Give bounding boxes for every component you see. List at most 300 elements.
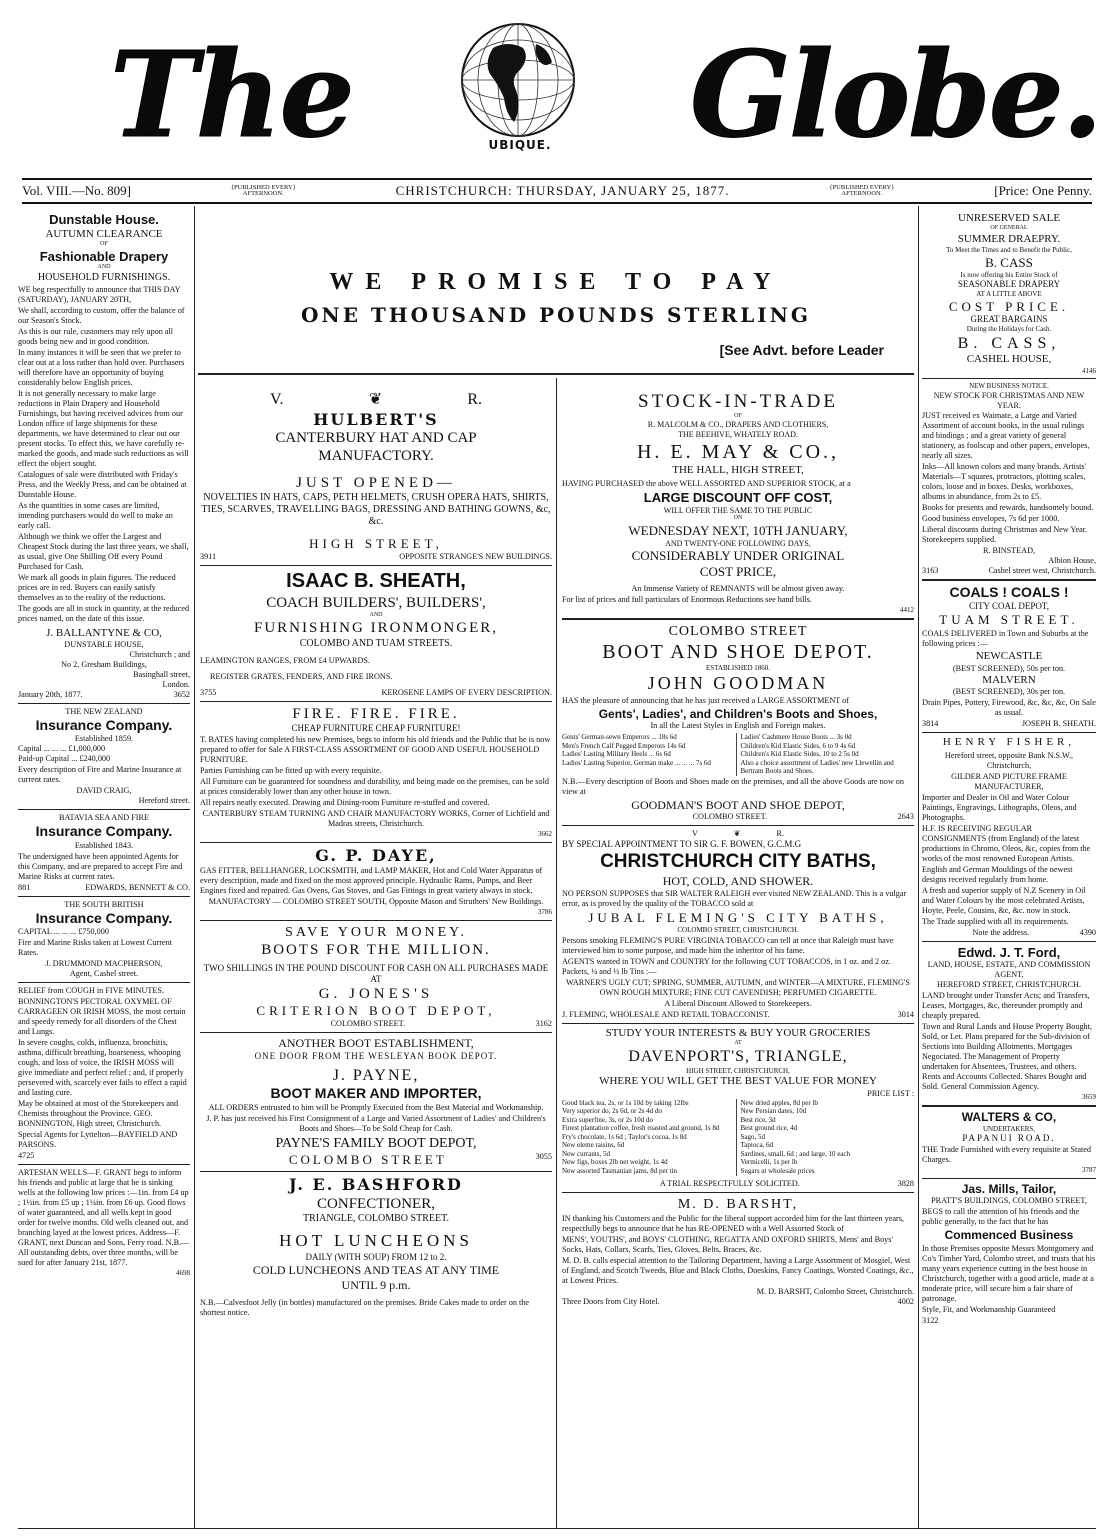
dunstable-p4: In many instances it will be seen that we prefer to clear out at a loss rather than hold over. Purchasers will therefore have an opportunity of buying considerably below English prices. bbox=[18, 347, 185, 387]
binstead-p5: Liberal discounts during Christmas and New Year. Storekeepers supplied. bbox=[922, 525, 1088, 545]
davenport-list-left bbox=[562, 1099, 737, 1176]
fire-p1: T. BATES having completed his new Premises, begs to inform his old friends and the Public that he is now prepared to offer for Sale A FIRST-CLASS ASSORTMENT OF GOOD AND USEFUL HOUSEHOLD FURNITURE. bbox=[200, 735, 551, 765]
sheath-sub: COACH BUILDERS', BUILDERS', bbox=[266, 594, 486, 611]
dunstable-p3: As this is our rule, customers may rely upon all goods being new and in good condition. bbox=[18, 326, 174, 346]
cass-h1: UNRESERVED SALE bbox=[957, 212, 1061, 224]
coals-newcastle: NEWCASTLE bbox=[975, 650, 1043, 663]
advert-number: 4002 bbox=[897, 1296, 914, 1306]
list-item: Vermicelli, 1s per lb bbox=[740, 1158, 798, 1167]
coals-malvern: MALVERN bbox=[982, 673, 1036, 686]
jones-advert bbox=[200, 924, 552, 1029]
stock-p4: An Immense Variety of REMNANTS will be almost given away. bbox=[631, 584, 845, 594]
stock-h4: COST PRICE, bbox=[699, 564, 777, 580]
batavia-text: The undersigned have been appointed Agents for this Company, and are prepared to accept Fire and Marine Risks at current rates. bbox=[18, 851, 183, 881]
advert-number: 3652 bbox=[173, 690, 190, 700]
ford-p2: HEREFORD STREET, CHRISTCHURCH. bbox=[936, 980, 1082, 990]
page-bottom-rule bbox=[18, 1528, 1096, 1529]
advert-number: 3014 bbox=[897, 1009, 914, 1019]
barsht-footer: Three Doors from City Hotel. bbox=[562, 1296, 660, 1306]
royal-crest-icon: ❦ bbox=[368, 391, 383, 408]
bashford-p4: N.B.—Calvesfoot Jelly (in bottles) manufactured on the premises. Bride Cakes made to order on the shortest notice. bbox=[200, 1298, 530, 1318]
south-british-advert bbox=[18, 900, 190, 979]
binstead-h2: NEW STOCK FOR CHRISTMAS AND NEW YEAR. bbox=[933, 390, 1085, 410]
coals-h1: COALS ! COALS ! bbox=[949, 584, 1069, 601]
davenport-name: DAVENPORT'S, TRIANGLE, bbox=[628, 1048, 848, 1066]
cough-p2: In severe coughs, colds, influenza, bronchitis, asthma, difficult breathing, hoarseness, whooping cough, and loss of voice, the IRISH MOSS will give immediate and perfect relief ; and, if properly persevered with, scarcely ever fails to effect a rapid and lasting cure. bbox=[18, 1037, 187, 1097]
list-item: Also a choice assortment of Ladies' new Llewellin and Bertram Boots and Shoes. bbox=[740, 758, 894, 776]
wells-text: ARTESIAN WELLS—F. GRANT begs to inform his friends and public at large that he is sinking wells at the following low prices :—1in. from £4 up ; 1½in. from £5 up ; 1¼in. from £6 up. Good flows of water guaranteed, and all wells kept in good order for twelve months. Old wells cleaned out, and branching layed at the lowest prices. Address—F. GRANT, next Duncan and Sons, Ferry road. N.B.—All outstanding debts, over three months, will be sued for after January 21st, 1877. bbox=[18, 1167, 190, 1267]
daye-title: G. P. DAYE, bbox=[315, 845, 437, 865]
jones-h1: SAVE YOUR MONEY. bbox=[285, 924, 467, 940]
daye-p1: GAS FITTER, BELLHANGER, LOCKSMITH, and LAMP MAKER, Hot and Cold Water Apparatus of every description, made and fixed on the most approved principle. Hydraulic Rams, Pumps, and Beer Engines fixed and repaired. Gas Ovens, Gas Stoves, and Gas Fittings in great variety always in stock. bbox=[200, 866, 543, 896]
stock-l2: THE BEEHIVE, WHATELY ROAD. bbox=[678, 430, 798, 440]
advert-number: 3659 bbox=[1082, 1093, 1096, 1102]
dunstable-date: January 20th, 1877. bbox=[18, 690, 83, 700]
bashford-p2: COLD LUNCHEONS AND TEAS AT ANY TIME bbox=[252, 1262, 500, 1277]
jones-name: G. JONES'S bbox=[318, 985, 434, 1002]
barsht-signature: M. D. BARSHT, Colombo Street, Christchurch. bbox=[756, 1286, 914, 1296]
advert-number: 3122 bbox=[922, 1315, 939, 1325]
baths-advert bbox=[562, 829, 914, 1019]
advert-number: 4390 bbox=[1079, 927, 1096, 937]
list-item: Best rice, 3d bbox=[740, 1115, 776, 1124]
list-item: Best ground rice, 4d bbox=[740, 1124, 798, 1133]
batavia-advert bbox=[18, 813, 190, 892]
daye-advert bbox=[200, 846, 552, 917]
baths-p4: WARNER'S UGLY CUT; SPRING, SUMMER, AUTUMN, and WINTER—A MIXTURE, FLEMING'S OWN ROUGH MIXTURE; FINE CUT CAVENDISH; PERFUMED CIGARETTE. bbox=[566, 977, 910, 997]
column-rule bbox=[556, 378, 557, 1528]
hulbert-sub2: MANUFACTORY. bbox=[318, 448, 434, 465]
walters-advert bbox=[922, 1110, 1096, 1175]
dunstable-address: Christchurch ; and bbox=[129, 650, 190, 660]
payne-title: BOOT MAKER AND IMPORTER, bbox=[270, 1085, 482, 1102]
davenport-trial: A TRIAL RESPECTFULLY SOLICITED. bbox=[659, 1178, 800, 1188]
advert-number: 3911 bbox=[200, 552, 217, 562]
list-item: New eleme raisins, 6d bbox=[562, 1141, 625, 1150]
mills-advert bbox=[922, 1182, 1096, 1326]
list-item: Children's Kid Elastic Sides, 10 to 2 5s 0d bbox=[740, 750, 859, 759]
hulbert-sub1: CANTERBURY HAT AND CAP bbox=[275, 430, 477, 447]
dunstable-p7: As the quantities in some cases are limited, intending purchasers would do well to make an early call. bbox=[18, 500, 173, 530]
stock-h2: WEDNESDAY NEXT, 10TH JANUARY, bbox=[628, 522, 848, 538]
column-rule bbox=[194, 206, 195, 1528]
hulbert-opened: JUST OPENED— bbox=[296, 474, 456, 491]
list-item: Tapioca, 6d bbox=[740, 1141, 774, 1150]
list-item: Fry's chocolate, 1s 6d ; Taylor's cocoa, 1s 8d bbox=[562, 1132, 687, 1141]
davenport-advert bbox=[562, 1027, 914, 1189]
daye-p2: MANUFACTORY — COLOMBO STREET SOUTH, Opposite Mason and Struthers' New Buildings. bbox=[208, 897, 544, 907]
list-item: Ladies' Lasting Military Heels ... 6s 6d bbox=[562, 750, 671, 759]
sheath-address: COLOMBO AND TUAM STREETS. bbox=[299, 637, 453, 649]
fire-p4: All repairs neatly executed. Drawing and Dining-room Furniture re-stuffed and covered. bbox=[200, 798, 490, 808]
sheath-line-2: REGISTER GRATES, FENDERS, AND FIRE IRONS. bbox=[210, 671, 393, 681]
davenport-list-right bbox=[741, 1099, 915, 1176]
dunstable-of: OF bbox=[100, 241, 108, 248]
advert-number: 3786 bbox=[538, 908, 552, 917]
batavia-agent: EDWARDS, BENNETT & CO. bbox=[85, 882, 190, 892]
barsht-p3: M. D. B. calls especial attention to the Tailoring Department, having a Large Assortment of Mosgiel, West of England, and Scotch Tweeds, Blue and Black Cloths, Doeskins, Fancy Coatings, Worsted Coatings, &c., at Lowest Prices. bbox=[562, 1255, 914, 1285]
column-4 bbox=[922, 212, 1096, 1530]
royal-v: V bbox=[692, 829, 698, 839]
ford-name: Edwd. J. T. Ford, bbox=[957, 944, 1061, 960]
list-item: Ladies' Lasting Superior, German make ... ... ... 7s 6d bbox=[562, 758, 711, 767]
fisher-name: HENRY FISHER, bbox=[942, 736, 1076, 749]
hulbert-street: HIGH STREET, bbox=[309, 536, 443, 552]
coals-p2: Drain Pipes, Pottery, Firewood, &c, &c, &c, On Sale as usual. bbox=[922, 698, 1096, 718]
binstead-advert bbox=[922, 382, 1096, 576]
dunstable-address: No 2, Gresham Buildings, bbox=[61, 660, 147, 670]
list-item: New assorted Tasmanian jams, 8d per tin bbox=[562, 1167, 678, 1175]
binstead-signature: R. BINSTEAD, bbox=[982, 546, 1036, 556]
payne-street: COLOMBO STREET bbox=[288, 1152, 447, 1168]
list-item: Good black tea, 2s, or 1s 10d by taking 12lbs bbox=[562, 1098, 689, 1107]
hulbert-title: HULBERT'S bbox=[313, 409, 439, 429]
baths-p5: A Liberal Discount Allowed to Storekeepers. bbox=[664, 998, 812, 1008]
ford-p1: LAND, HOUSE, ESTATE, AND COMMISSION AGENT, bbox=[927, 960, 1091, 980]
publication-note-right: {PUBLISHED EVERY} AFTERNOON. bbox=[829, 183, 895, 197]
nz-insurance-advert bbox=[18, 707, 190, 806]
cass-advert bbox=[922, 212, 1096, 375]
dunstable-signature: J. BALLANTYNE & CO, bbox=[46, 626, 162, 639]
walters-p1: UNDERTAKERS, bbox=[982, 1124, 1036, 1133]
hulbert-opposite: OPPOSITE STRANGE'S NEW BUILDINGS. bbox=[399, 552, 552, 562]
dunstable-heading: AUTUMN CLEARANCE bbox=[45, 227, 163, 240]
baths-p6: J. FLEMING, WHOLESALE AND RETAIL TOBACCONIST. bbox=[562, 1009, 770, 1019]
list-item: New currants, 5d bbox=[562, 1149, 611, 1158]
stock-of: OF bbox=[734, 413, 742, 420]
artesian-wells-advert bbox=[18, 1168, 190, 1278]
advert-number: 4698 bbox=[176, 1268, 190, 1277]
stock-address: THE HALL, HIGH STREET, bbox=[672, 464, 804, 477]
price: [Price: One Penny. bbox=[994, 183, 1092, 199]
goodman-p3: N.B.—Every description of Boots and Shoes made on the premises, and all the above Goods are now on view at bbox=[562, 776, 904, 796]
goodman-p1: HAS the pleasure of announcing that he has just received a LARGE ASSORTMENT of bbox=[562, 695, 850, 705]
goodman-h2: BOOT AND SHOE DEPOT. bbox=[602, 640, 874, 663]
nz-address: Hereford street. bbox=[138, 796, 190, 806]
stock-p2: WILL OFFER THE SAME TO THE PUBLIC bbox=[663, 505, 813, 515]
baths-appointment: BY SPECIAL APPOINTMENT TO SIR G. F. BOWEN, G.C.M.G bbox=[562, 839, 802, 850]
dunstable-p1: WE beg respectfully to announce that THIS DAY (SATURDAY), JANUARY 20TH, bbox=[18, 284, 181, 304]
baths-address: COLOMBO STREET, CHRISTCHURCH. bbox=[677, 926, 799, 935]
nz-title: Insurance Company. bbox=[35, 717, 173, 734]
binstead-h: NEW BUSINESS NOTICE. bbox=[969, 382, 1049, 391]
goodman-name: JOHN GOODMAN bbox=[647, 672, 829, 693]
nz-text: Every description of Fire and Marine Insurance at current rates. bbox=[18, 765, 182, 785]
masthead-title-left: The bbox=[110, 25, 353, 164]
dateline bbox=[22, 178, 1092, 204]
cass-p2: Is now offering his Entire Stock of bbox=[960, 270, 1058, 279]
coals-h2: CITY COAL DEPOT, bbox=[969, 601, 1049, 612]
baths-title: CHRISTCHURCH CITY BATHS, bbox=[600, 851, 876, 873]
sb-title: Insurance Company. bbox=[35, 909, 173, 926]
list-item: Gents' German-sewn Emperors ... 18s 6d bbox=[562, 733, 677, 742]
list-item: Children's Kid Elastic Sides, 6 to 9 4s 6d bbox=[740, 741, 856, 750]
mills-p3: In those Premises opposite Messrs Montgomery and Co's Timber Yard, Colombo street, and trusts that his many years experience cutting in the best house in Christchurch, together with a good article, made at a moderate price, will secure him a fair share of patronage. bbox=[922, 1243, 1096, 1303]
stock-p5: For list of prices and full particulars of Enormous Reductions see hand bills. bbox=[562, 595, 812, 605]
walters-p2: PAPANUI ROAD. bbox=[962, 1133, 1056, 1144]
sheath-line-1: LEAMINGTON RANGES, FROM £4 UPWARDS. bbox=[200, 655, 370, 665]
goodman-price-left bbox=[562, 733, 737, 776]
sheath-title: ISAAC B. SHEATH, bbox=[286, 570, 466, 593]
payne-p2: J. P. has just received his First Consignment of a Large and Varied Assortment of Ladies' and Children's Boots and Shoes—To be Sold Cheap for Cash. bbox=[206, 1114, 546, 1134]
cass-h5: GREAT BARGAINS bbox=[970, 314, 1048, 325]
cough-advert bbox=[18, 986, 190, 1161]
mills-p2: BEGS to call the attention of his friends and the public generally, to the fact that he has bbox=[922, 1207, 1080, 1227]
payne-depot: PAYNE'S FAMILY BOOT DEPOT, bbox=[275, 1136, 477, 1152]
stock-name: H. E. MAY & CO., bbox=[636, 440, 840, 463]
advert-number: 3787 bbox=[1082, 1166, 1096, 1175]
fisher-p6: A fresh and superior supply of N.Z Scenery in Oil and Water Colours by the most celebrated Artists, Hoyte, Peele, Cousins, &c, &c. now in stock. bbox=[922, 885, 1086, 915]
goodman-advert bbox=[562, 623, 914, 823]
promise-line-1: WE PROMISE TO PAY bbox=[329, 269, 783, 295]
dunstable-p2: We shall, according to custom, offer the balance of our Season's Stock. bbox=[18, 305, 185, 325]
list-item: Men's French Calf Pegged Emperors 14s 6d bbox=[562, 741, 686, 750]
advert-number: 4725 bbox=[18, 1150, 35, 1160]
dunstable-p8: Although we think we offer the Largest and Cheapest Stock during the last three years, we shall, as usual, give One Shilling Off every Pound Purchased for Cash. bbox=[18, 531, 189, 571]
promise-banner bbox=[198, 212, 914, 378]
goodman-price-right bbox=[741, 733, 915, 776]
fisher-p1: Hereford street, opposite Bank N.S.W., Christchurch, bbox=[944, 750, 1074, 770]
coals-p1: COALS DELIVERED in Town and Suburbs at the following prices :— bbox=[922, 629, 1089, 649]
dunstable-address: Basinghall street, bbox=[133, 670, 190, 680]
ford-p3: LAND brought under Transfer Acts; and Transfers, Leases, Mortgages, &c, thereunder promptly and cheaply prepared. bbox=[922, 991, 1090, 1021]
masthead-motto: UBIQUE. bbox=[488, 138, 552, 152]
jones-p1: TWO SHILLINGS IN THE POUND DISCOUNT FOR CASH ON ALL PURCHASES MADE AT bbox=[203, 963, 549, 985]
fisher-p4: H.F. IS RECEIVING REGULAR CONSIGNMENTS (from England) of the latest productions in Chromo, Oleos, &c, copies from the works of the most renowned European Artists. bbox=[922, 823, 1091, 863]
coals-h3: TUAM STREET. bbox=[939, 612, 1079, 628]
cough-p1: BONNINGTON'S PECTORAL OXYMEL OF CARRAGEEN OR IRISH MOSS, the most certain and speedy remedy for all disorders of the Chest and Lungs. bbox=[18, 996, 186, 1036]
fire-sub: CHEAP FURNITURE CHEAP FURNITURE! bbox=[291, 723, 461, 734]
promise-line-2: ONE THOUSAND POUNDS STERLING bbox=[300, 303, 811, 328]
publication-note-left: {PUBLISHED EVERY} AFTERNOON. bbox=[230, 183, 296, 197]
goodman-address: COLOMBO STREET. bbox=[692, 812, 768, 822]
volume-number: Vol. VIII.—No. 809] bbox=[22, 183, 131, 199]
jones-address: COLOMBO STREET. bbox=[330, 1019, 406, 1029]
davenport-h2: WHERE YOU WILL GET THE BEST VALUE FOR MONEY bbox=[599, 1075, 877, 1088]
list-item: New dried apples, 8d per lb bbox=[740, 1098, 818, 1107]
bashford-title: J. E. BASHFORD bbox=[289, 1175, 463, 1195]
hulbert-advert bbox=[200, 390, 552, 562]
fisher-p3: Importer and Dealer in Oil and Water Colour Paintings, Engravings, Lithographs, Oleos, and Photographs. bbox=[922, 792, 1077, 822]
advert-number: 4412 bbox=[900, 606, 914, 615]
binstead-p2: Inks—All known colors and many brands. Artists' Materials—T squares, protractors, plotting scales, colors, loose and in boxes. Desks, workboxes, albums in abundance, from 2s to £5. bbox=[922, 462, 1087, 502]
stock-advert bbox=[562, 390, 914, 615]
cough-heading: RELIEF from COUGH in FIVE MINUTES. bbox=[18, 985, 165, 995]
binstead-p3: Books for presents and rewards, handsomely bound. bbox=[922, 503, 1094, 513]
batavia-pre: BATAVIA SEA AND FIRE bbox=[59, 813, 149, 823]
mills-p1: PRATT'S BUILDINGS, COLOMBO STREET, bbox=[931, 1196, 1087, 1206]
baths-sub: HOT, COLD, AND SHOWER. bbox=[662, 873, 814, 888]
mills-p4: Style, Fit, and Workmanship Guaranteed bbox=[922, 1304, 1056, 1314]
mills-heading: Commenced Business bbox=[944, 1228, 1074, 1243]
cass-p3: AT A LITTLE ABOVE bbox=[976, 290, 1042, 299]
cass-p4: During the Holidays for Cash. bbox=[966, 325, 1052, 334]
fisher-p2: GILDER AND PICTURE FRAME MANUFACTURER, bbox=[951, 771, 1067, 791]
cass-address: CASHEL HOUSE, bbox=[966, 353, 1052, 366]
stock-p1: HAVING PURCHASED the above WELL ASSORTED AND SUPERIOR STOCK, at a bbox=[562, 478, 851, 488]
coals-newcastle-price: (BEST SCREENED), 50s per ton. bbox=[952, 663, 1066, 673]
goodman-h1: COLOMBO STREET bbox=[668, 623, 808, 639]
walters-name: WALTERS & CO, bbox=[961, 1109, 1057, 1124]
sb-text: Fire and Marine Risks taken at Lowest Current Rates. bbox=[18, 937, 172, 957]
binstead-address: Albion House, bbox=[1048, 556, 1096, 566]
place-date: CHRISTCHURCH: THURSDAY, JANUARY 25, 1877. bbox=[395, 183, 730, 199]
bashford-p1: DAILY (WITH SOUP) FROM 12 to 2. bbox=[305, 1252, 447, 1262]
baths-p2: Persons smoking FLEMING'S PURE VIRGINIA TOBACCO can tell at once that Raleigh must have interviewed him to some purpose, and made him the inheritor of his fame. bbox=[562, 935, 894, 955]
promise-line-3: [See Advt. before Leader bbox=[719, 341, 884, 358]
list-item: Extra superfine, 3s, or 2s 10d do bbox=[562, 1115, 653, 1124]
fire-advert bbox=[200, 705, 552, 839]
dunstable-p10: The goods are all in stock in quantity, at the reduced prices named, on the date of this issue. bbox=[18, 603, 190, 623]
batavia-title: Insurance Company. bbox=[35, 823, 173, 840]
masthead bbox=[0, 0, 1114, 178]
fire-p3: All Furniture can be guaranteed for soundness and durability, and being made on the premises, can be sold at prices considerably lower than any other house in town. bbox=[200, 777, 549, 797]
nz-established: Established 1859. bbox=[74, 734, 134, 744]
payne-h1: ANOTHER BOOT ESTABLISHMENT, bbox=[278, 1036, 474, 1051]
stock-h1: LARGE DISCOUNT OFF COST, bbox=[643, 489, 833, 505]
globe-icon bbox=[448, 18, 588, 158]
barsht-p1: IN thanking his Customers and the Public for the liberal support accorded him for the last thirteen years, respectfully begs to announce that he has RE-OPENED with a Well Assorted Stock of bbox=[562, 1213, 904, 1233]
list-item: Very superior do, 2s 6d, or 2s 4d do bbox=[562, 1107, 662, 1116]
dunstable-address: DUNSTABLE HOUSE, bbox=[64, 640, 144, 650]
dunstable-heading-3: HOUSEHOLD FURNISHINGS. bbox=[37, 271, 171, 283]
stock-h3: CONSIDERABLY UNDER ORIGINAL bbox=[631, 548, 845, 564]
jones-depot: CRITERION BOOT DEPOT, bbox=[256, 1003, 496, 1019]
bashford-heading: HOT LUNCHEONS bbox=[279, 1231, 473, 1251]
stock-title: STOCK-IN-TRADE bbox=[638, 391, 838, 412]
sb-address: Agent, Cashel street. bbox=[69, 968, 139, 978]
hulbert-list: NOVELTIES IN HATS, CAPS, PETH HELMETS, CRUSH OPERA HATS, SHIRTS, TIES, SCARVES, TRAVELLING BAGS, DRESSING AND BATHING GOWNS, &c, &c. bbox=[201, 491, 551, 528]
dunstable-p9: We mark all goods in plain figures. The reduced prices are in red. Buyers can easily satisfy themselves as to the reality of the reductions. bbox=[18, 572, 176, 602]
stock-on: ON bbox=[733, 515, 743, 522]
cass-h3: SEASONABLE DRAPERY bbox=[957, 279, 1061, 290]
sheath-and: AND bbox=[369, 612, 383, 619]
davenport-h1: STUDY YOUR INTERESTS & BUY YOUR GROCERIES bbox=[605, 1026, 871, 1039]
mills-name: Jas. Mills, Tailor, bbox=[961, 1181, 1057, 1196]
bashford-advert bbox=[200, 1175, 552, 1318]
stock-l1: R. MALCOLM & CO., DRAPERS AND CLOTHIERS, bbox=[647, 420, 829, 430]
list-item: Sago, 5d bbox=[740, 1132, 765, 1141]
dunstable-title: Dunstable House. bbox=[49, 212, 159, 227]
advert-number: 4146 bbox=[1082, 366, 1096, 375]
dunstable-p5: It is not generally necessary to make large reductions in Plain Drapery and Household Furnishings, but having received advices from our London office of large shipments for these departments, we have determined to clear out our present stocks. To effect this, we have carefully re-marked the goods, and made such reductions as will effect the object sought. bbox=[18, 388, 189, 468]
bashford-p3: UNTIL 9 p.m. bbox=[341, 1277, 411, 1292]
cass-name: B. CASS bbox=[985, 254, 1033, 270]
fire-p5: CANTERBURY STEAM TURNING AND CHAIR MANUFACTORY WORKS, Corner of Lichfield and Madras streets, Christchurch. bbox=[202, 809, 550, 829]
stock-p3: AND TWENTY-ONE FOLLOWING DAYS, bbox=[665, 538, 811, 548]
payne-name: J. PAYNE, bbox=[332, 1066, 420, 1084]
advert-number: 2643 bbox=[897, 812, 914, 822]
advert-number: 3055 bbox=[535, 1152, 552, 1162]
column-3 bbox=[562, 390, 914, 1530]
davenport-price-list: PRICE LIST : bbox=[867, 1088, 914, 1098]
masthead-title-right: Globe. bbox=[690, 25, 1101, 164]
column-2 bbox=[200, 390, 552, 1530]
column-rule bbox=[918, 206, 919, 1528]
list-item: Sardines, small, 6d ; and large, 10 each bbox=[740, 1149, 851, 1158]
advert-number: 3755 bbox=[200, 687, 217, 697]
payne-advert bbox=[200, 1036, 552, 1168]
royal-crest-icon: ❦ bbox=[733, 829, 741, 839]
dunstable-advert bbox=[18, 212, 190, 700]
barsht-p2: MENS', YOUTHS', and BOYS' CLOTHING, REGATTA AND OXFORD SHIRTS, Mens' and Boys' Socks, Hats, Collars, Scarfs, Ties, Gloves, Belts, Braces, &c. bbox=[562, 1234, 893, 1254]
goodman-h3: Gents', Ladies', and Children's Boots and Shoes, bbox=[598, 706, 878, 721]
bashford-address: TRIANGLE, COLOMBO STREET. bbox=[303, 1213, 449, 1225]
payne-p1: ALL ORDERS entrusted to him will be Promptly Executed from the Best Material and Workmanship. bbox=[208, 1103, 544, 1113]
sheath-line-3: KEROSENE LAMPS OF EVERY DESCRIPTION. bbox=[381, 687, 552, 697]
nz-pre: THE NEW ZEALAND bbox=[65, 707, 143, 717]
advert-number: 3163 bbox=[922, 566, 939, 576]
bashford-sub: CONFECTIONER, bbox=[317, 1195, 435, 1212]
payne-h2: ONE DOOR FROM THE WESLEYAN BOOK DEPOT. bbox=[254, 1050, 498, 1061]
sheath-sub2: FURNISHING IRONMONGER, bbox=[253, 620, 498, 637]
ford-p4: Town and Rural Lands and House Property Bought, Sold, or Let. Plans prepared for the Sub-division of Sections into Building Allotments. Mortgages Negociated. The Management of Property undertaken for Absentees, Trustees, and others. Rents and Accounts Collected. Shares Bought and Sold. General Commission Agency. bbox=[922, 1022, 1092, 1092]
jones-h2: BOOTS FOR THE MILLION. bbox=[261, 941, 491, 958]
cass-of: OF GENERAL bbox=[990, 225, 1028, 232]
binstead-p1: JUST received ex Waimate, a Large and Varied Assortment of account books, in the usual rulings and bindings ; and a great variety of general stationery, as foolscap and other papers, envelopes, nearly all sizes. bbox=[922, 411, 1090, 461]
baths-p3: AGENTS wanted in TOWN and COUNTRY for the following CUT TOBACCOS, in 1 oz. and 2 oz. Packets, ¼ and ½ lb Tins :— bbox=[562, 956, 891, 976]
davenport-address: HIGH STREET, CHRISTCHURCH, bbox=[686, 1066, 790, 1075]
barsht-advert bbox=[562, 1196, 914, 1307]
nz-paid-up: Paid-up Capital ... £240,000 bbox=[18, 754, 111, 764]
davenport-at: AT bbox=[734, 1039, 742, 1046]
fire-p2: Parties Furnishing can be fitted up with every requisite. bbox=[200, 766, 382, 776]
coals-malvern-price: (BEST SCREENED), 30s per ton. bbox=[952, 687, 1066, 697]
dunstable-and: AND bbox=[97, 264, 111, 271]
column-1 bbox=[18, 212, 190, 1530]
advert-number: 3828 bbox=[897, 1178, 914, 1188]
baths-p1: NO PERSON SUPPOSES that SIR WALTER RALEIGH ever visited NEW ZEALAND. This is a vulgar error, as is proved by the quality of the TOBACCO sold at bbox=[562, 889, 907, 909]
coals-signature: JOSEPH B. SHEATH. bbox=[1021, 719, 1096, 729]
coals-advert bbox=[922, 584, 1096, 729]
sheath-advert bbox=[200, 569, 552, 697]
nz-capital: Capital ... ... ... £1,000,000 bbox=[18, 744, 106, 754]
binstead-address-2: Cashel street west, Christchurch. bbox=[988, 566, 1096, 576]
fisher-note: Note the address. bbox=[972, 927, 1030, 937]
list-item: Finest plantation coffee, fresh roasted and ground, 1s 8d bbox=[562, 1124, 720, 1133]
baths-name: JUBAL FLEMING'S CITY BATHS, bbox=[588, 910, 888, 926]
dunstable-p6: Catalogues of sale were distributed with Friday's Press, and the Weekly Press, and can be obtained at Dunstable House. bbox=[18, 469, 187, 499]
walters-p3: THE Trade Furnished with every requisite at Stated Charges. bbox=[922, 1145, 1091, 1165]
binstead-p4: Good business envelopes, 7s 6d per 1000. bbox=[922, 514, 1060, 524]
ford-advert bbox=[922, 945, 1096, 1102]
goodman-established: ESTABLISHED 1860. bbox=[706, 664, 770, 673]
list-item: Sugars at wholesale prices bbox=[740, 1167, 815, 1175]
cass-h4: COST PRICE. bbox=[948, 298, 1070, 314]
sb-agent: J. DRUMMOND MACPHERSON, bbox=[45, 958, 163, 968]
cass-p1: To Meet the Times and to Benefit the Public, bbox=[946, 246, 1072, 255]
batavia-established: Established 1843. bbox=[74, 840, 134, 850]
barsht-name: M. D. BARSHT, bbox=[677, 1196, 799, 1212]
sb-pre: THE SOUTH BRITISH bbox=[64, 899, 144, 909]
advert-number: 881 bbox=[18, 882, 31, 892]
cough-p4: Special Agents for Lyttelton—BAYFIELD AND PARSONS. bbox=[18, 1129, 178, 1149]
list-item: Ladies' Cashmere House Boots ... 3s 0d bbox=[740, 733, 852, 742]
royal-r: R. bbox=[776, 829, 784, 839]
list-item: New figs, boxes 2lb net weight, 1s 4d bbox=[562, 1158, 668, 1167]
cass-h2: SUMMER DRAEPRY. bbox=[957, 232, 1061, 245]
list-item: New Persian dates, 10d bbox=[740, 1107, 807, 1116]
royal-v: V. bbox=[270, 391, 284, 408]
advert-number: 3814 bbox=[922, 719, 939, 729]
fisher-p7: The Trade supplied with all its requirements. bbox=[922, 916, 1069, 926]
nz-agent: DAVID CRAIG, bbox=[76, 786, 132, 796]
fisher-advert bbox=[922, 736, 1096, 937]
advert-number: 3162 bbox=[535, 1019, 552, 1029]
sb-capital: CAPITAL ... ... ... £750,000 bbox=[18, 926, 109, 936]
goodman-depot: GOODMAN'S BOOT AND SHOE DEPOT, bbox=[631, 797, 845, 812]
fisher-p5: English and German Mouldings of the newest designs received regularly from home. bbox=[922, 864, 1073, 884]
